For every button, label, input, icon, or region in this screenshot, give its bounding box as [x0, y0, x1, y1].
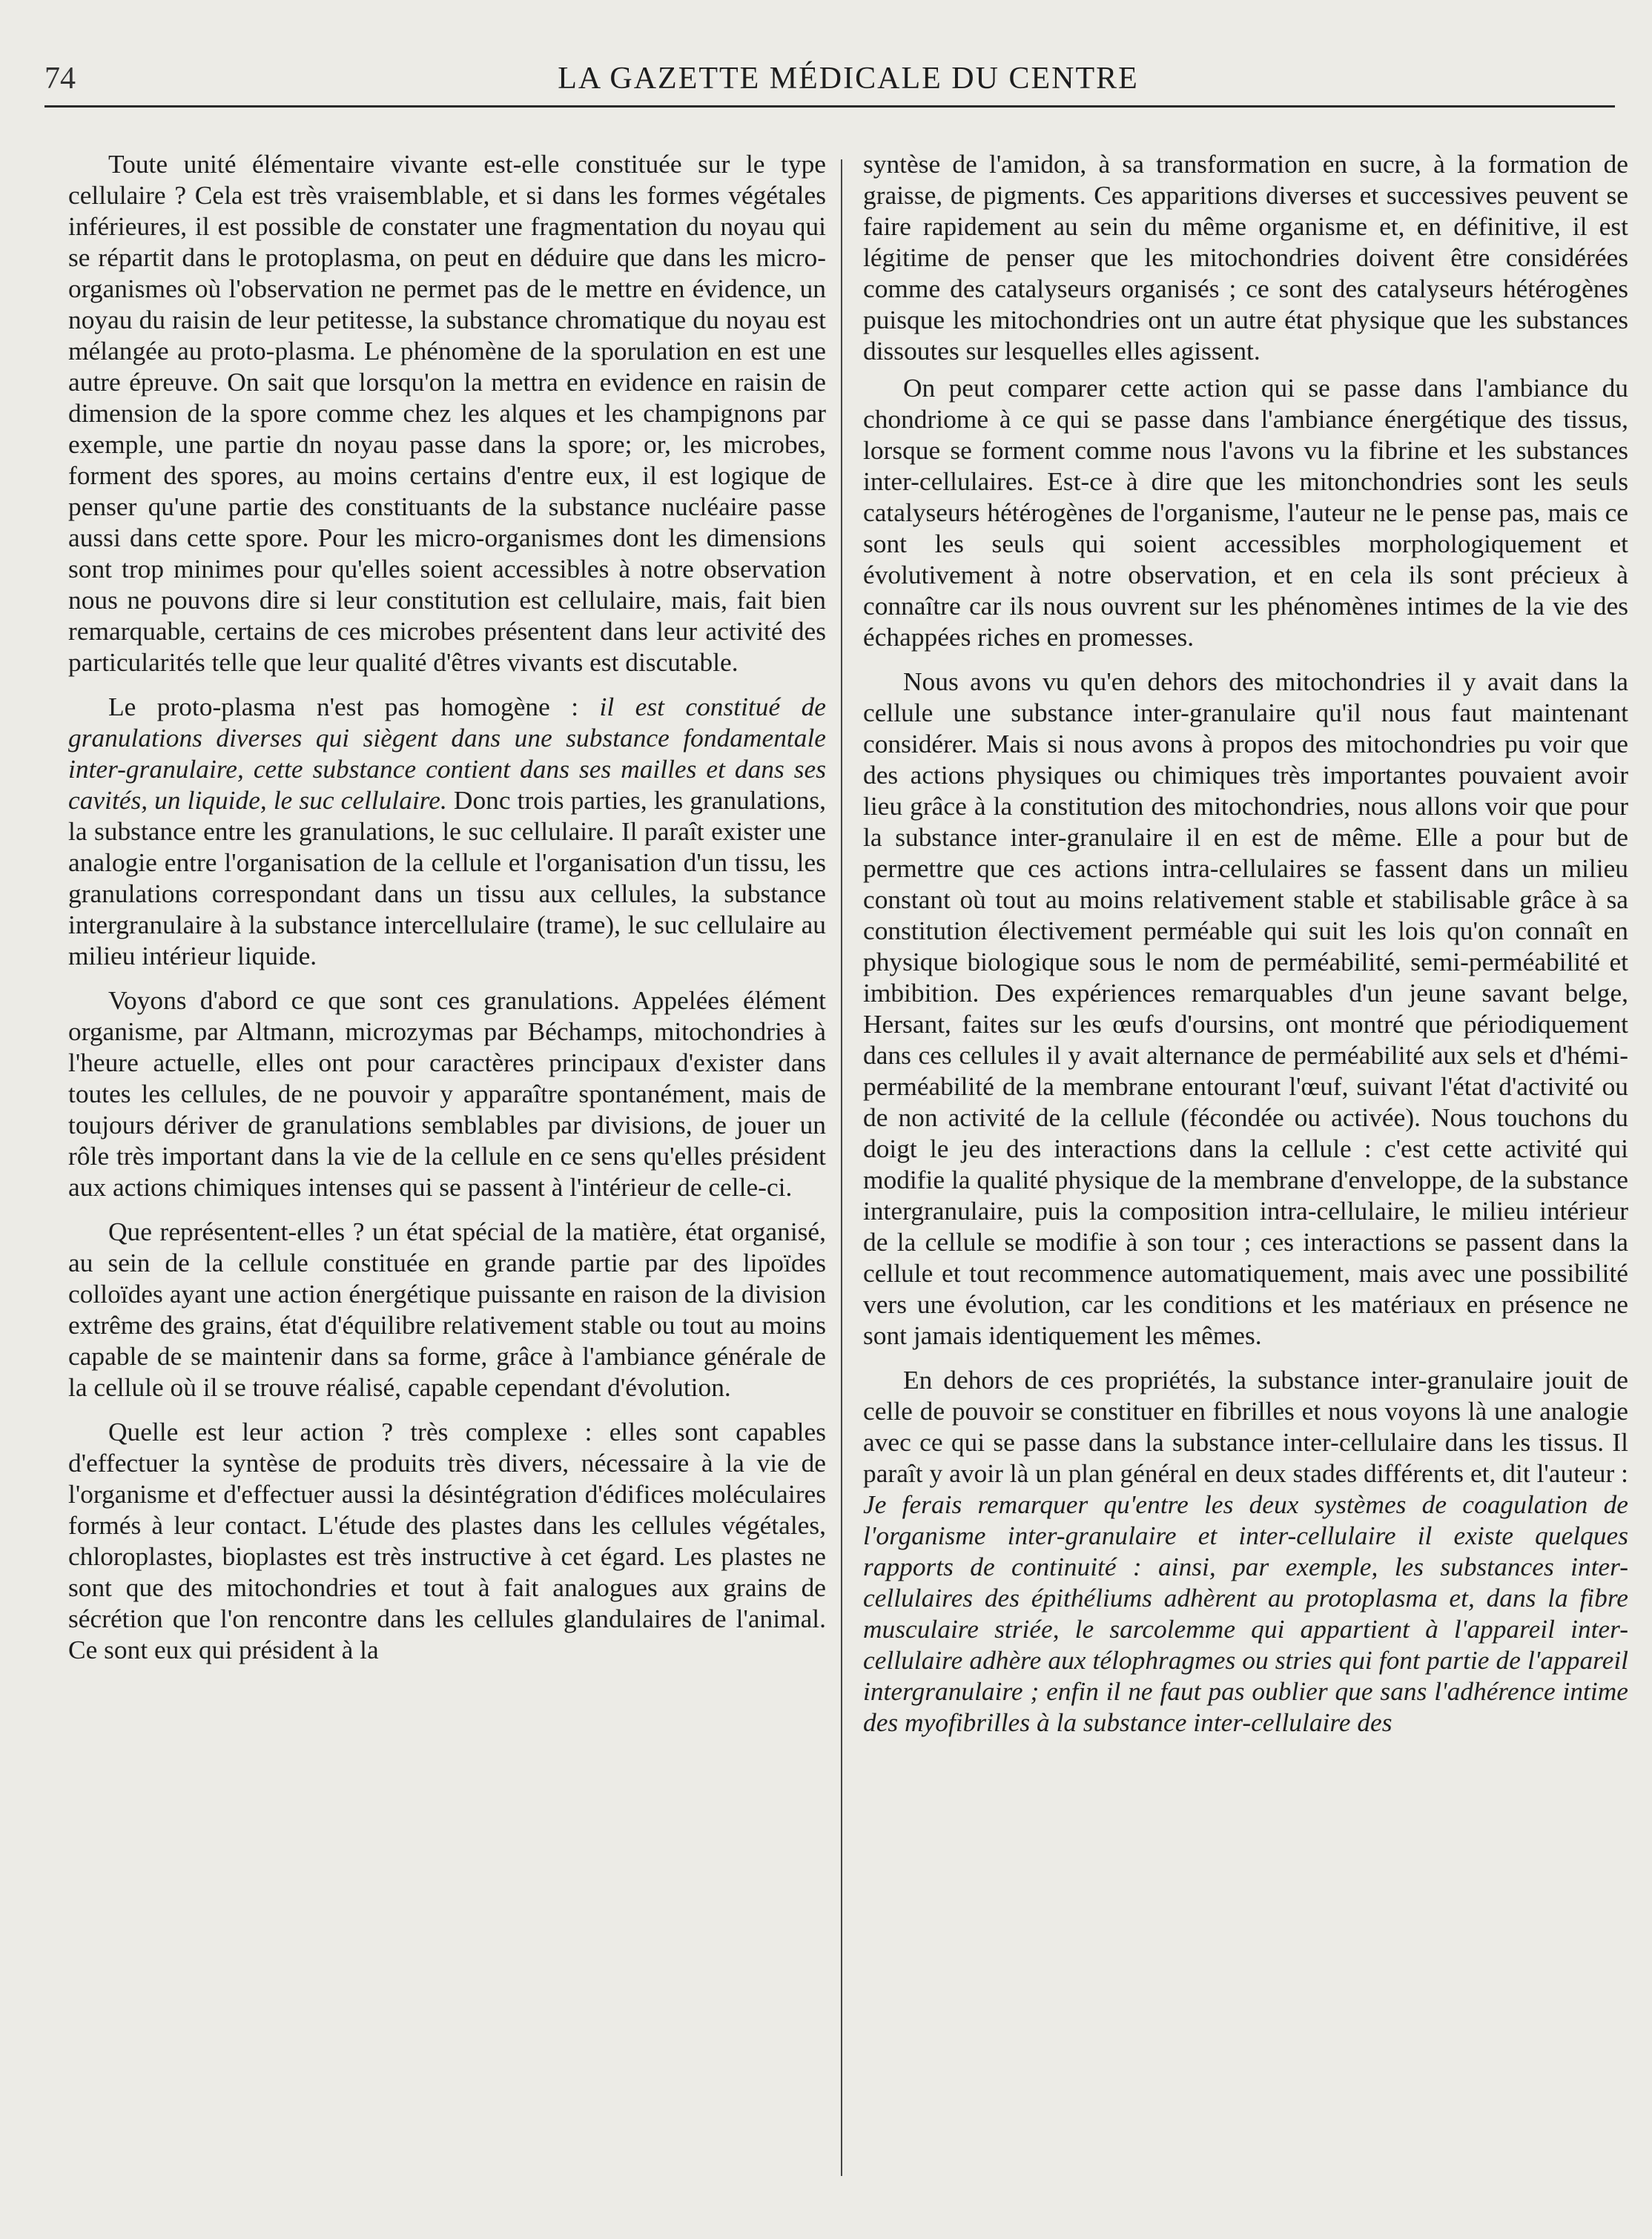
paragraph-lead: En dehors de ces propriétés, la substance inter-granulaire jouit de celle de pouvoir se constituer en fibrilles et nous voyons là une analogie avec ce qui se passe dans la substance inter-cellulaire dans les tissus. Il paraît y avoir là un plan général en deux stades différents et, dit l'auteur : — [863, 1365, 1628, 1488]
paragraph: Toute unité élémentaire vivante est-elle constituée sur le type cellulaire ? Cela est très vraisemblable, et si dans les formes végétales inférieures, il est possible de constater une fragmentation du noyau qui se répartit dans le protoplasma, on peut en déduire que dans les micro-organismes où l'observation ne permet pas de le mettre en évidence, un noyau du raisin de leur petitesse, la substance chromatique du noyau est mélangée au proto-plasma. Le phénomène de la sporulation en est une autre épreuve. On sait que lorsqu'on la mettra en evidence en raisin de dimension de la spore comme chez les alques et les champignons par exemple, une partie dn noyau passe dans la spore; or, les microbes, forment des spores, au moins certains d'entre eux, il est logique de penser qu'une partie des constituants de la substance nucléaire passe aussi dans cette spore. Pour les micro-organismes dont les dimensions sont trop minimes pour qu'elles soient accessibles à notre observation nous ne pouvons dire si leur constitution est cellulaire, mais, fait bien remarquable, certains de ces microbes présentent dans leur activité des particularités telle que leur qualité d'êtres vivants est discutable. — [68, 149, 826, 677]
paragraph — [68, 691, 826, 971]
page-number: 74 — [44, 62, 76, 96]
paragraph-lead: Le proto-plasma n'est pas homogène : — [108, 692, 600, 721]
right-column — [863, 148, 1628, 1744]
paragraph — [863, 1364, 1628, 1738]
header-rule — [44, 105, 1615, 108]
paragraph: Quelle est leur action ? très complexe : elles sont capables d'effectuer la syntèse de produits très divers, nécessaire à la vie de l'organisme et d'effectuer aussi la désintégration d'édifices moléculaires formés à leur contact. L'étude des plastes dans les cellules végétales, chloroplastes, bioplastes est très instructive à cet égard. Les plastes ne sont que des mitochondries et tout à fait analogues aux grains de sécrétion que l'on rencontre dans les cellules glandulaires de l'animal. Ce sont eux qui président à la — [68, 1417, 826, 1664]
paragraph-tail: Donc trois parties, les granulations, la substance entre les granulations, le suc cellulaire. Il paraît exister une analogie entre l'organisation de la cellule et l'organisation d'un tissu, les granulations correspondant dans un tissu aux cellules, la substance intergranulaire à la substance intercellulaire (trame), le suc cellulaire au milieu intérieur liquide. — [68, 785, 827, 970]
paragraph: Nous avons vu qu'en dehors des mitochondries il y avait dans la cellule une substance inter-granulaire qu'il nous faut maintenant considérer. Mais si nous avons à propos des mitochondries pu voir que des actions physiques ou chimiques très importantes pouvaient avoir lieu grâce à la constitution des mitochondries, nous allons voir que pour la substance inter-granulaire il en est de même. Elle a pour but de permettre que ces actions intra-cellulaires se fassent dans un milieu constant où tout au moins relativement stable et stabilisable grâce à sa constitution électivement perméable qui suit les lois qu'on connaît en physique biologique sous le nom de perméabilité, semi-perméabilité et imbibition. Des expériences remarquables d'un jeune savant belge, Hersant, faites sur les œufs d'oursins, ont montré que périodiquement dans ces cellules il y avait alternance de perméabilité aux sels et d'hémi-perméabilité de la membrane entourant l'œuf, suivant l'état d'activité ou de non activité de la cellule (fécondée ou activée). Nous touchons du doigt le jeu des interactions dans la cellule : c'est cette activité qui modifie la qualité physique de la membrane d'enveloppe, de la substance intergranulaire, puis la composition intra-cellulaire, le milieu intérieur de la cellule se modifie à son tour ; ces interactions se passent dans la cellule et tout recommence automatiquement, mais avec une possibilité vers une évolution, car les conditions et les matériaux en présence ne sont jamais identiquement les mêmes. — [863, 667, 1628, 1350]
paragraph: Que représentent-elles ? un état spécial de la matière, état organisé, au sein de la cellule constituée en grande partie par des lipoïdes colloïdes ayant une action énergétique puissante en raison de la division extrême des grains, état d'équilibre relativement stable ou tout au moins capable de se maintenir dans sa forme, grâce à l'ambiance générale de la cellule où il se trouve réalisé, capable cependant d'évolution. — [68, 1217, 826, 1402]
left-column — [68, 148, 826, 1671]
paragraph: On peut comparer cette action qui se passe dans l'ambiance du chondriome à ce qui se passe dans l'ambiance énergétique des tissus, lorsque se forment comme nous l'avons vu la fibrine et les substances inter-cellulaires. Est-ce à dire que les mitonchondries sont les seuls catalyseurs hétérogènes de l'organisme, l'auteur ne le pense pas, mais ce sont les seuls qui soient accessibles morphologiquement et évolutivement à notre observation, et en cela ils sont précieux à connaître car ils nous ouvrent sur les phénomènes intimes de la vie des échappées riches en promesses. — [863, 373, 1628, 652]
running-title: LA GAZETTE MÉDICALE DU CENTRE — [558, 62, 1139, 96]
paragraph-italic: il est constitué de granulations diverses qui siègent dans une substance fondamentale inter-granulaire, cette substance contient dans ses mailles et dans ses cavités, un liquide, le suc cellulaire. — [68, 692, 826, 815]
paragraph: syntèse de l'amidon, à sa transformation en sucre, à la formation de graisse, de pigments. Ces apparitions diverses et successives peuvent se faire rapidement au sein du même organisme et, en définitive, il est légitime de penser que les mitochondries doivent être considérées comme des catalyseurs organisés ; ce sont des catalyseurs hétérogènes puisque les mitochondries ont un autre état physique que les substances dissoutes sur lesquelles elles agissent. — [863, 149, 1628, 366]
column-divider — [841, 159, 842, 2176]
paragraph-italic: Je ferais remarquer qu'entre les deux systèmes de coagulation de l'organisme inter-granulaire et inter-cellulaire il existe quelques rapports de continuité : ainsi, par exemple, les substances inter-cellulaires des épithéliums adhèrent au protoplasma et, dans la fibre musculaire striée, le sarcolemme qui appartient à l'appareil inter-cellulaire adhère aux télophragmes ou stries qui font partie de l'appareil intergranulaire ; enfin il ne faut pas oublier que sans l'adhérence intime des myofibrilles à la substance inter-cellulaire des — [863, 1489, 1628, 1737]
paragraph: Voyons d'abord ce que sont ces granulations. Appelées élément organisme, par Altmann, microzymas par Béchamps, mitochondries à l'heure actuelle, elles ont pour caractères principaux d'exister dans toutes les cellules, de ne pouvoir y apparaître spontanément, mais de toujours dériver de granulations semblables par divisions, de jouer un rôle très important dans la vie de la cellule en ce sens qu'elles président aux actions chimiques intenses qui se passent à l'intérieur de celle-ci. — [68, 985, 826, 1202]
